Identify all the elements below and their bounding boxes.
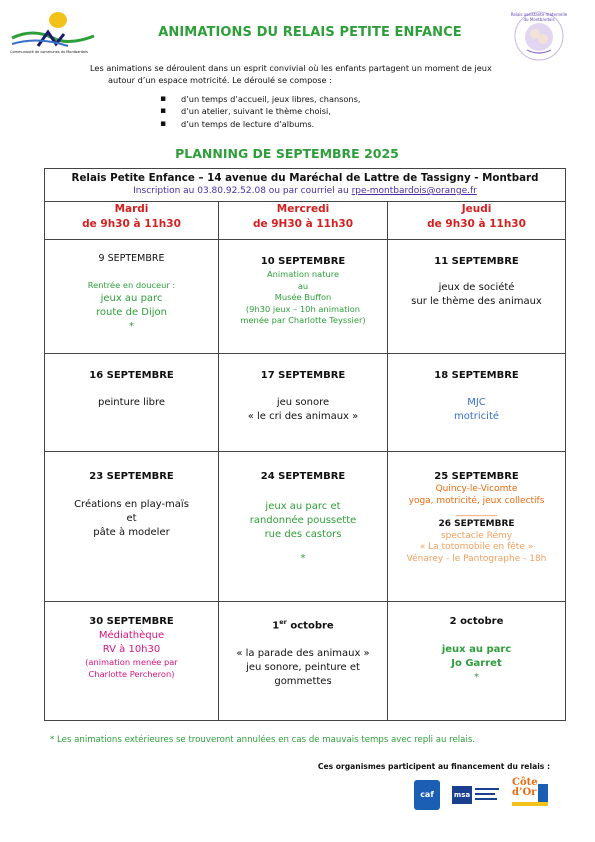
outdoor-asterisk: * — [300, 553, 306, 564]
intro-line-2: autour d’un espace motricité. Le déroulé se compose : — [108, 75, 332, 85]
separator: __________ — [455, 506, 498, 516]
date — [219, 615, 387, 633]
activity-line: route de Dijon — [96, 306, 167, 318]
activity-line: sur le thème des animaux — [411, 296, 542, 307]
activity-line: MJC — [467, 397, 486, 408]
activity-line: peinture libre — [97, 397, 166, 408]
list-item: ▪ d’un temps de lecture d’albums. — [160, 118, 361, 130]
activity-line: Animation nature — [266, 269, 340, 279]
day-header-mardi — [45, 202, 219, 240]
activity-line: et — [126, 513, 137, 524]
sun-landscape-icon — [8, 8, 98, 56]
cell-jeudi — [388, 240, 566, 354]
cell-jeudi — [388, 602, 566, 721]
cell-mercredi — [219, 602, 388, 721]
footnote: * Les animations extérieures se trouveront annulées en cas de mauvais temps avec repli au relais. — [50, 735, 476, 745]
cell-mardi — [45, 240, 219, 354]
activity-line: Vénarey - le Pantographe - 18h — [406, 553, 547, 564]
funders-label: Ces organismes participent au financement du relais : — [317, 762, 550, 771]
activity-line: Charlotte Percheron) — [88, 668, 175, 679]
cote-dor-text-2: d’Or — [512, 787, 537, 798]
right-logo-text: Relais assistante maternelle du Montbardois — [510, 12, 568, 22]
activity-line: Médiathèque — [98, 630, 165, 641]
day-header-mercredi — [219, 202, 388, 240]
date: 30 SEPTEMBRE — [89, 616, 174, 627]
date: 11 SEPTEMBRE — [434, 256, 519, 267]
caf-logo — [414, 780, 440, 810]
left-logo-text: Communauté de communes du Montbardois — [10, 50, 88, 54]
activity-line: Musée Buffon — [274, 292, 332, 302]
right-logo — [510, 10, 568, 62]
activity-line: spectacle Rémy — [440, 530, 513, 541]
cell-mercredi — [219, 354, 388, 452]
day-name: Mardi — [114, 203, 149, 215]
date: 16 SEPTEMBRE — [89, 370, 174, 381]
planning-title: PLANNING DE SEPTEMBRE 2025 — [175, 146, 399, 161]
activity-line: Rentrée en douceur : — [87, 280, 176, 290]
activity-line: au — [297, 280, 309, 291]
cell-mardi — [45, 354, 219, 452]
activity-line: « le cri des animaux » — [247, 411, 359, 422]
activity-line: RV à 10h30 — [102, 644, 161, 655]
date: 25 SEPTEMBRE — [434, 471, 519, 482]
cell-mercredi — [219, 452, 388, 602]
activity-line: gommettes — [274, 676, 332, 688]
outdoor-asterisk: * — [474, 672, 480, 683]
activity-line: jeux au parc et — [265, 501, 341, 512]
day-time: de 9h30 à 11h30 — [82, 218, 181, 230]
cote-dor-text-1: Côte — [512, 777, 538, 788]
date-suffix: er — [279, 618, 287, 626]
day-time: de 9h30 à 11h30 — [427, 218, 526, 230]
table-row — [45, 354, 566, 452]
activity-line: « la parade des animaux » — [236, 648, 370, 660]
day-time: de 9H30 à 11h30 — [252, 218, 354, 230]
date: 23 SEPTEMBRE — [89, 471, 174, 482]
cell-jeudi — [388, 452, 566, 602]
outdoor-asterisk: * — [129, 320, 134, 332]
page-title: ANIMATIONS DU RELAIS PETITE ENFANCE — [158, 25, 462, 40]
table-row — [45, 452, 566, 602]
table-row — [45, 240, 566, 354]
cote-dor-logo — [512, 778, 552, 812]
relais-address: Relais Petite Enfance – 14 avenue du Maréchal de Lattre de Tassigny - Montbard — [71, 172, 539, 184]
activity-line: jeux au parc — [100, 292, 163, 304]
inscription-line — [45, 186, 565, 196]
activity-line: jeu sonore, peinture et — [246, 662, 360, 674]
activity-line: jeu sonore — [276, 397, 330, 408]
day-name: Mercredi — [276, 203, 330, 215]
intro-bullets — [160, 93, 361, 130]
intro-text — [90, 62, 530, 86]
cell-mardi — [45, 602, 219, 721]
date: 2 octobre — [449, 616, 504, 627]
list-item: ▪ d’un temps d’accueil, jeux libres, chansons, — [160, 93, 361, 105]
table-row — [45, 602, 566, 721]
date: 17 SEPTEMBRE — [260, 370, 346, 381]
activity-line: jeux de société — [438, 282, 515, 293]
activity-line: menée par Charlotte Teyssier) — [240, 315, 366, 325]
cell-mercredi — [219, 240, 388, 354]
cell-jeudi — [388, 354, 566, 452]
date: 10 SEPTEMBRE — [260, 256, 346, 267]
activity-line: yoga, motricité, jeux collectifs — [408, 495, 545, 506]
activity-line: jeux au parc — [441, 644, 512, 655]
days-row — [45, 202, 566, 240]
inscription-text: Inscription au 03.80.92.52.08 ou par courriel au — [133, 186, 352, 196]
activity-line: Jo Garret — [451, 658, 502, 669]
activity-line: randonnée poussette — [249, 515, 357, 526]
intro-line-1: Les animations se déroulent dans un esprit convivial où les enfants partagent un moment de jeux — [90, 63, 492, 73]
date: 9 SEPTEMBRE — [98, 253, 165, 264]
date: 24 SEPTEMBRE — [260, 471, 346, 482]
list-item: ▪ d’un atelier, suivant le thème choisi, — [160, 105, 361, 117]
activity-line: « La totomobile en fête » — [419, 542, 534, 552]
cell-mardi — [45, 452, 219, 602]
email-link[interactable]: rpe-montbardois@orange.fr — [351, 186, 477, 196]
caf-logo-text: caf — [420, 790, 434, 799]
msa-logo — [452, 784, 502, 806]
date-month: octobre — [286, 620, 334, 632]
date: 18 SEPTEMBRE — [434, 370, 519, 381]
activity-line: motricité — [454, 411, 500, 422]
msa-logo-text: msa — [452, 786, 472, 804]
table-header — [45, 169, 566, 202]
date: 26 SEPTEMBRE — [438, 519, 515, 529]
day-name: Jeudi — [461, 203, 492, 215]
activity-line: (animation menée par — [85, 657, 178, 667]
activity-line: Créations en play-maïs — [74, 499, 189, 510]
schedule-table — [44, 168, 566, 721]
day-header-jeudi — [388, 202, 566, 240]
left-logo — [8, 8, 98, 56]
activity-line: (9h30 jeux – 10h animation — [245, 303, 361, 314]
activity-line: pâte à modeler — [93, 527, 170, 538]
activity-line: rue des castors — [264, 529, 342, 540]
date-day: 1 — [272, 620, 280, 632]
activity-line: Quincy-le-Vicomte — [435, 484, 518, 494]
